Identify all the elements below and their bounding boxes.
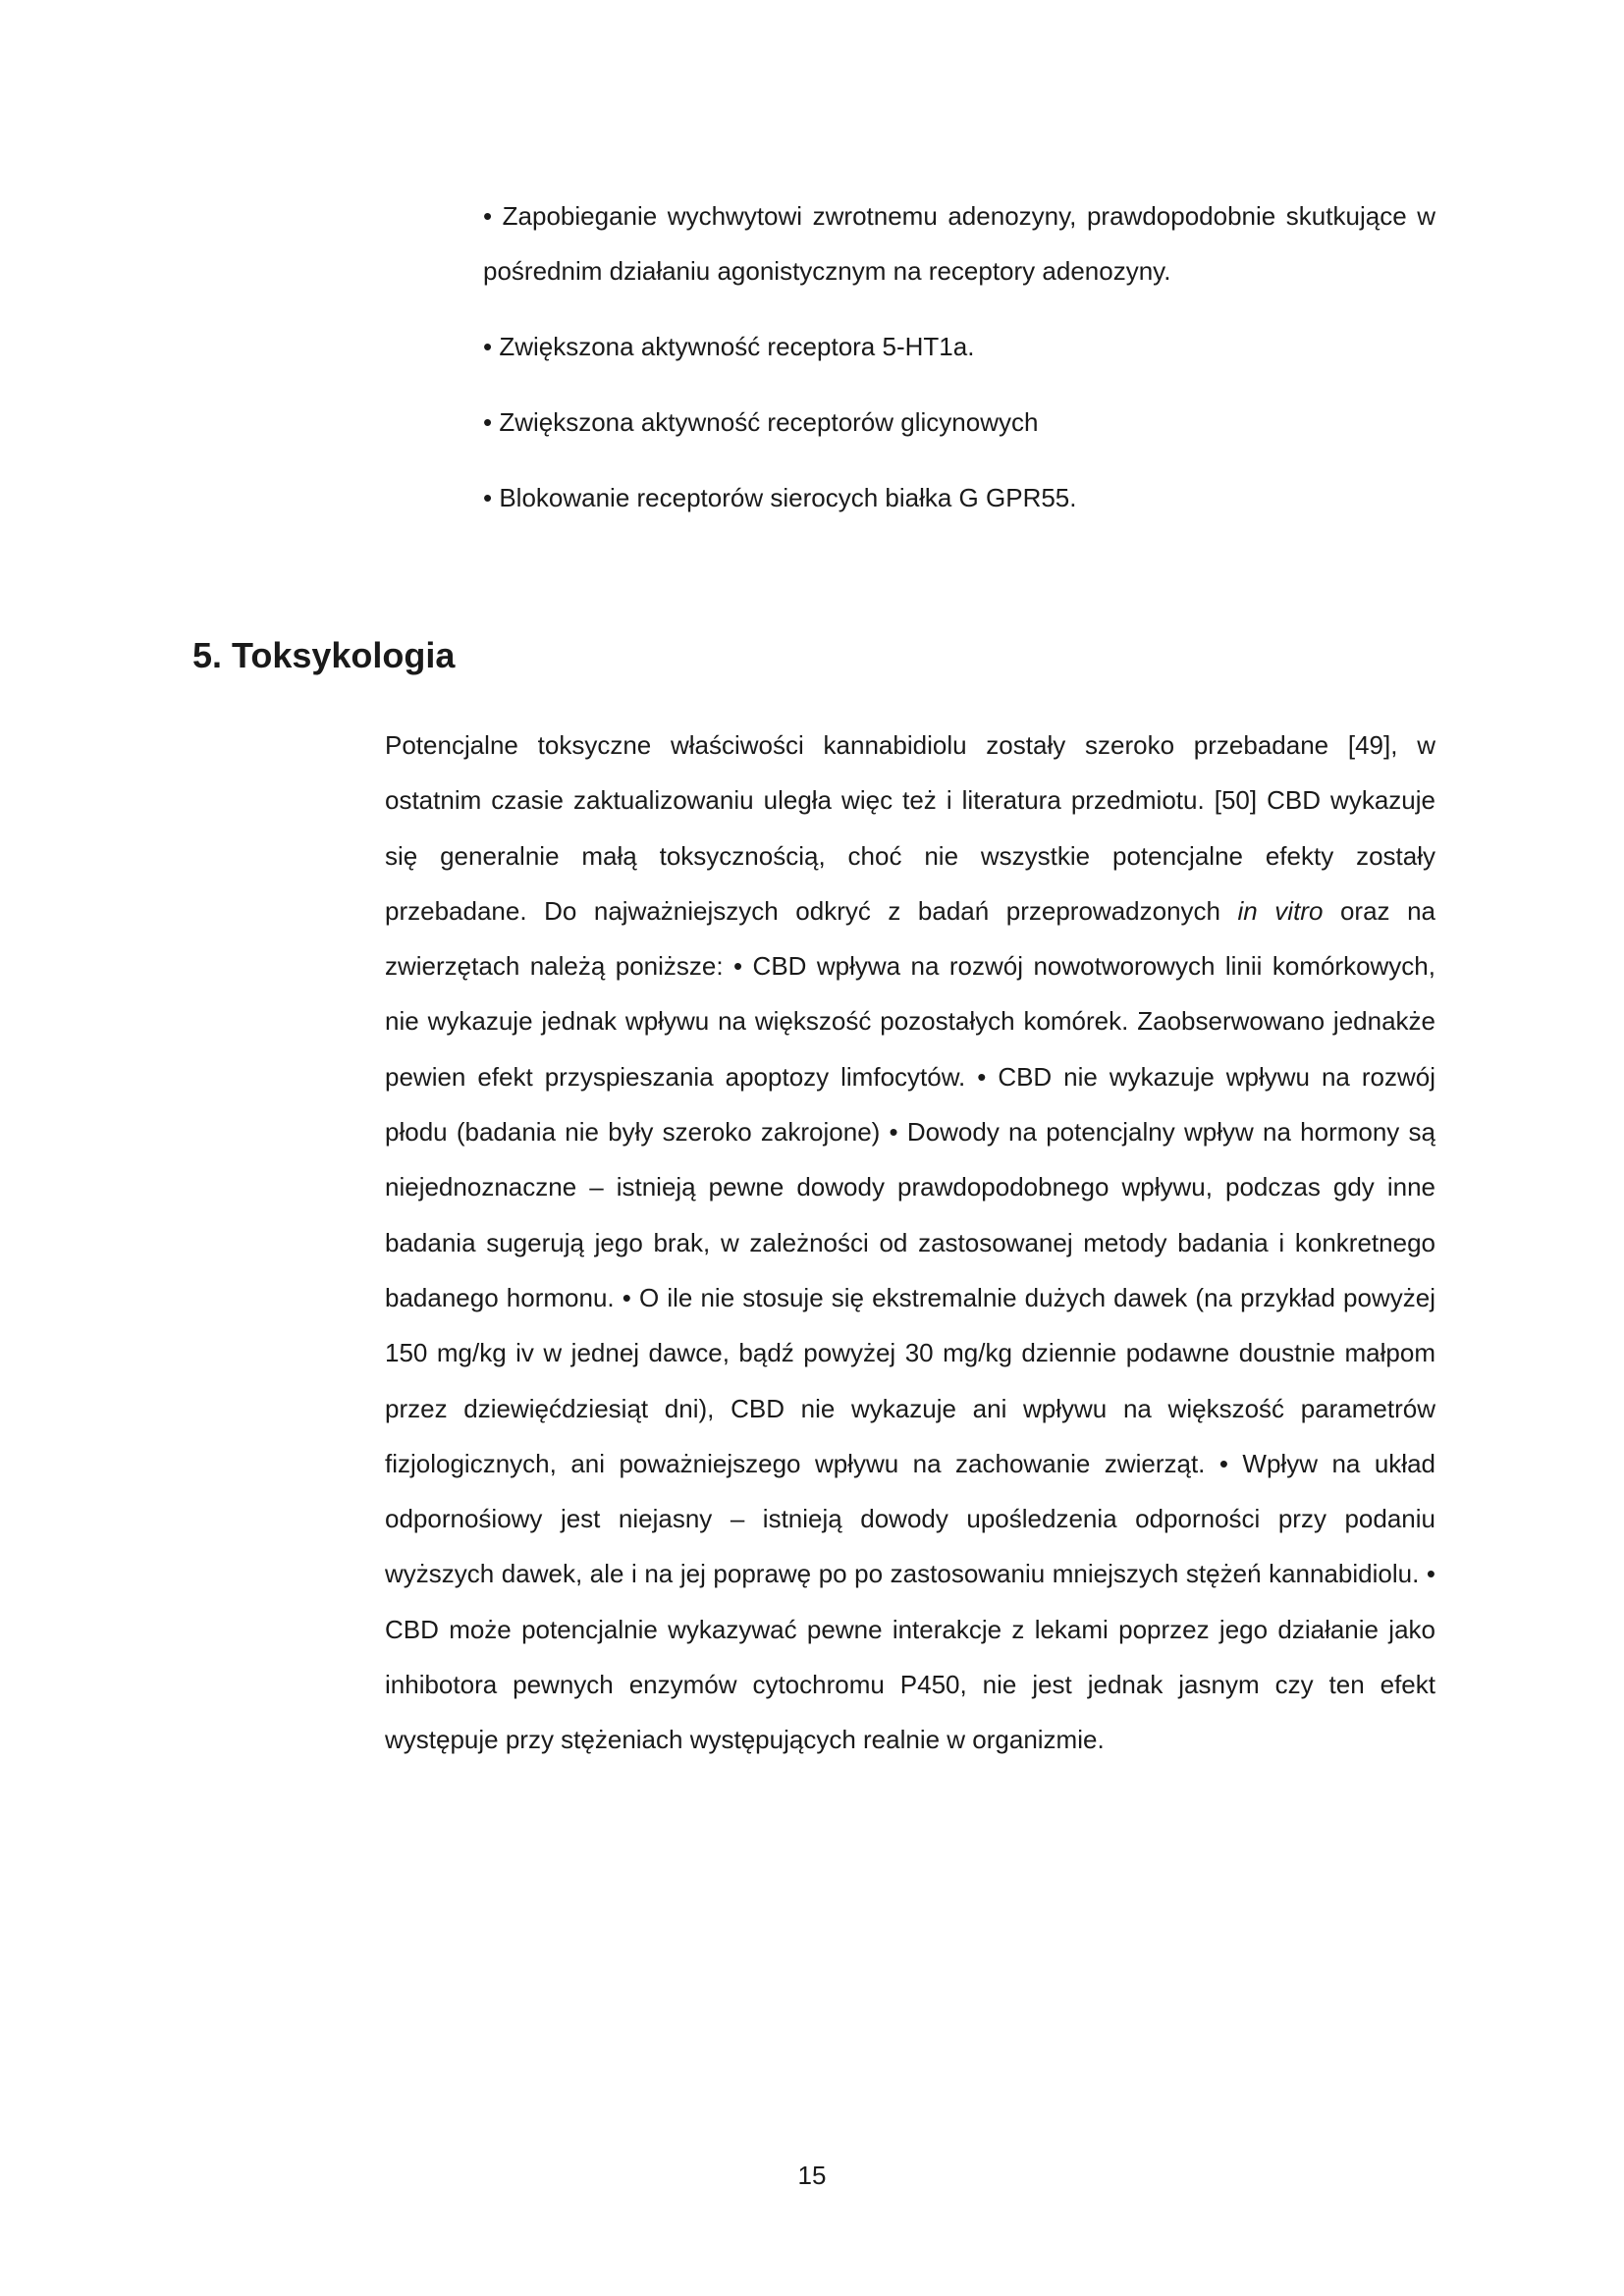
bullet-item: • Zwiększona aktywność receptora 5-HT1a.: [483, 332, 975, 361]
bullet-item: • Zwiększona aktywność receptorów glicynowych: [483, 407, 1039, 437]
paragraph-text-part-2: oraz na zwierzętach należą poniższe: • CBD wpływa na rozwój nowotworowych linii komórkowych, nie wykazuje jednak wpływu na większość pozostałych komórek. Zaobserwowano jednakże pewien efekt przyspieszania apoptozy limfocytów. • CBD nie wykazuje wpływu na rozwój płodu (badania nie były szeroko zakrojone) • Dowody na potencjalny wpływ na hormony są niejednoznaczne – istnieją pewne dowody prawdopodobnego wpływu, podczas gdy inne badania sugerują jego brak, w zależności od zastosowanej metody badania i konkretnego badanego hormonu. • O ile nie stosuje się ekstremalnie dużych dawek (na przykład powyżej 150 mg/kg iv w jednej dawce, bądź powyżej 30 mg/kg dziennie podawne doustnie małpom przez dziewięćdziesiąt dni), CBD nie wykazuje ani wpływu na większość parametrów fizjologicznych, ani poważniejszego wpływu na zachowanie zwierząt. • Wpływ na układ odpornośiowy jest niejasny – istnieją dowody upośledzenia odporności przy podaniu wyższych dawek, ale i na jej poprawę po po zastosowaniu mniejszych stężeń kannabidiolu. • CBD może potencjalnie wykazywać pewne interakcje z lekami poprzez jego działanie jako inhibotora pewnych enzymów cytochromu P450, nie jest jednak jasnym czy ten efekt występuje przy stężeniach występujących realnie w organizmie.: [385, 895, 1435, 1755]
bullet-item: • Blokowanie receptorów sierocych białka G GPR55.: [483, 483, 1077, 512]
paragraph-text-part-1: Potencjalne toksyczne właściwości kannabidiolu zostały szeroko przebadane [49], w ostatnim czasie zaktualizowaniu uległa więc też i literatura przedmiotu. [50] CBD wykazuje się generalnie małą toksycznością, choć nie wszystkie potencjalne efekty zostały przebadane. Do najważniejszych odkryć z badań przeprowadzonych: [385, 730, 1435, 926]
bullet-list: [483, 188, 1435, 525]
paragraph-italic-term: in vitro: [1237, 895, 1324, 926]
section-paragraph: [385, 718, 1435, 1768]
bullet-item: • Zapobieganie wychwytowi zwrotnemu adenozyny, prawdopodobnie skutkujące w pośrednim działaniu agonistycznym na receptory adenozyny.: [483, 201, 1435, 286]
page-number: 15: [797, 2161, 827, 2190]
section-heading: 5. Toksykologia: [192, 635, 456, 675]
